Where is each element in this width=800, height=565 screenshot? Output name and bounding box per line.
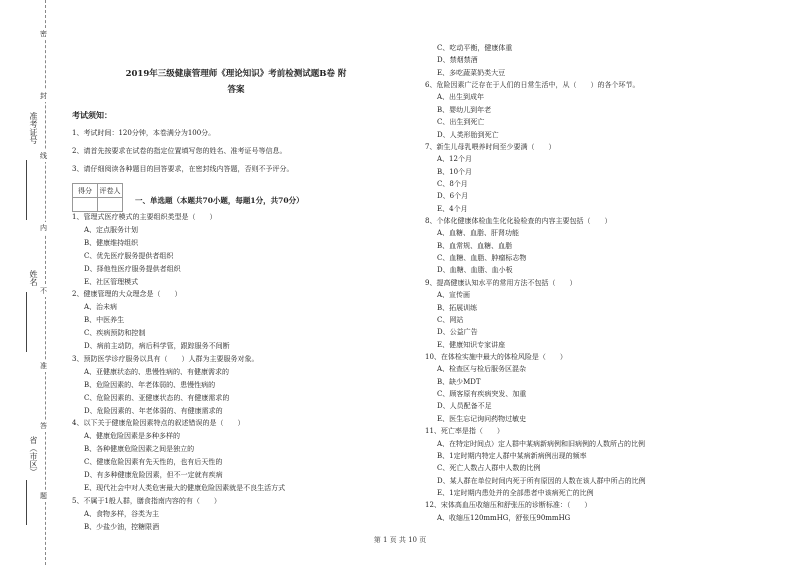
seal-mark: 不 (40, 287, 47, 295)
answer-option: C、血糖、血脂、肿瘤标志物 (437, 254, 527, 263)
answer-option: B、婴幼儿到年老 (437, 105, 492, 114)
question-stem: 9、提高健康认知水平的常用方法不包括（ ） (425, 278, 577, 287)
answer-option: D、某人群在单位时间内死于所有原因的人数在该人群中所占的比例 (437, 476, 646, 485)
page-footer: 第 1 页 共 10 页 (373, 536, 427, 544)
question-stem: 7、新生儿母乳喂养时间至少要满（ ） (425, 142, 556, 151)
seal-mark: 密 (40, 30, 47, 38)
answer-option: A、在特定时间点）定人群中某病新病例和旧病例的人数所占的比例 (437, 439, 646, 448)
seal-mark: 内 (40, 224, 47, 232)
note-item: 1、考试时间：120分钟，本卷满分为100分。 (72, 129, 216, 137)
answer-option: C、8个月 (437, 179, 468, 188)
answer-option: D、择他性医疗服务提供者组织 (84, 264, 181, 273)
question-stem: 3、预防医学诊疗服务以具有（ ）人群为主要服务对象。 (72, 354, 259, 363)
answer-option: E、多吃蔬菜奶类大豆 (437, 68, 506, 77)
answer-option: C、网站 (437, 315, 464, 324)
question-stem: 12、宋体高血压收缩压和舒张压的诊断标准：（ ） (425, 501, 592, 510)
province-label: 省（市区） (29, 436, 38, 476)
note-item: 3、请仔细阅读各种题目的回答要求，在密封线内答题，否则不予评分。 (72, 165, 294, 173)
seal-mark: 题 (40, 492, 47, 500)
exam-number-label: 准考证号 (29, 112, 38, 144)
answer-option: A、收缩压120mmHG，舒张压90mmHG (437, 513, 571, 522)
answer-option: A、宣传画 (437, 291, 471, 300)
exam-number-blank (26, 160, 27, 220)
section-heading: 一、单选题（本题共70小题，每题1分，共70分） (135, 196, 304, 205)
question-stem: 6、危险因素广泛存在于人们的日常生活中，从（ ）的各个环节。 (425, 81, 640, 90)
answer-option: B、拓展训练 (437, 303, 478, 312)
answer-option: C、出生到死亡 (437, 118, 485, 127)
note-item: 2、请首先按要求在试卷的指定位置填写您的姓名、准考证号等信息。 (72, 147, 287, 155)
answer-option: B、10个月 (437, 167, 473, 176)
question-stem: 5、不属于1般人群，膳食指南内容的有（ ） (72, 496, 221, 505)
question-stem: 10、在体检实施中最大的体检风险是（ ） (425, 353, 567, 361)
question-stem: 4、以下关于健康危险因素特点的叙述错误的是（ ） (72, 419, 245, 428)
answer-option: E、医生忘记询问药物过敏史 (437, 414, 527, 423)
answer-option: B、少盐少油，控糖限酒 (84, 522, 160, 531)
seal-mark: 封 (40, 92, 47, 100)
answer-option: D、公益广告 (437, 328, 478, 337)
answer-option: A、食物多样，谷类为主 (84, 509, 160, 518)
answer-option: D、危险因素的、年老体弱的、有健康需求的 (84, 406, 223, 415)
answer-option: E、健康知识专家讲座 (437, 340, 506, 349)
answer-option: E、现代社会中对人类危害最大的健康危险因素就是不良生活方式 (84, 483, 286, 492)
score-cell (73, 198, 98, 212)
answer-option: B、健康维持组织 (84, 238, 139, 247)
answer-option: A、治未病 (84, 303, 118, 312)
answer-option: A、定点服务计划 (84, 225, 139, 234)
seal-mark: 准 (40, 362, 47, 370)
question-stem: 11、死亡率是指（ ） (425, 427, 504, 436)
question-stem: 2、健康管理的大众理念是（ ） (72, 290, 182, 299)
answer-option: B、中医养生 (84, 316, 125, 325)
answer-option: D、人类形胎到死亡 (437, 130, 499, 139)
answer-option: C、危险因素的、亚健康状态的、有健康需求的 (84, 393, 230, 402)
province-blank (26, 480, 27, 525)
grader-label: 评卷人 (98, 184, 123, 198)
answer-option: C、优先医疗服务提供者组织 (84, 251, 174, 260)
answer-option: C、疾病预防和控制 (84, 329, 146, 338)
answer-option: C、死亡人数占人群中人数的比例 (437, 464, 541, 473)
name-label: 姓名 (29, 270, 38, 286)
answer-option: B、1定时期内特定人群中某病新病例出现的频率 (437, 451, 587, 460)
answer-option: D、病前主动防，病后科学管，跟踪服务不间断 (84, 342, 230, 350)
answer-option: A、出生到成年 (437, 93, 485, 102)
score-box (72, 183, 123, 212)
answer-option: D、禁烟禁酒 (437, 56, 478, 65)
answer-option: D、6个月 (437, 192, 469, 201)
answer-option: D、有多种健康危险因素，但不一定就有疾病 (84, 471, 223, 479)
exam-title (100, 66, 372, 98)
question-stem: 1、管理式医疗模式的主要组织类型是（ ） (72, 213, 217, 221)
binding-margin (0, 0, 60, 565)
notes-heading: 考试须知： (72, 110, 112, 120)
answer-option: C、顾客原有疾病突发、加重 (437, 390, 527, 399)
score-label: 得分 (73, 184, 98, 198)
answer-option: D、人员配备不足 (437, 402, 492, 411)
answer-option: E、4个月 (437, 204, 468, 213)
answer-option: A、健康危险因素是多种多样的 (84, 432, 181, 441)
title-line-2: 答案 (227, 85, 245, 95)
answer-option: A、12个月 (437, 155, 472, 164)
question-stem: 8、个体化健康体检血生化化验检查的内容主要包括（ ） (425, 217, 612, 226)
answer-option: B、各种健康危险因素之间是独立的 (84, 445, 195, 454)
title-line-1: 2019年三级健康管理师《理论知识》考前检测试题B卷 附 (125, 69, 347, 79)
answer-option: D、血糖、血脂、血小板 (437, 266, 513, 275)
answer-option: B、血常规、血糖、血脂 (437, 241, 513, 250)
answer-option: A、亚健康状态的、患慢性病的、有健康需求的 (84, 367, 230, 376)
name-blank (26, 292, 27, 352)
seal-mark: 线 (40, 152, 47, 160)
grader-cell (98, 198, 123, 212)
answer-option: E、1定时期内患处并的全部患者中该病死亡的比例 (437, 488, 594, 497)
answer-option: A、血糖、血脂、肝肾功能 (437, 229, 520, 238)
seal-mark: 答 (40, 422, 47, 430)
answer-option: B、危险因素的、年老体弱的、患慢性病的 (84, 380, 216, 389)
answer-option: C、健康危险因素有先天性的，也有后天性的 (84, 458, 223, 467)
answer-option: C、吃动平衡，健康体重 (437, 44, 513, 52)
answer-option: A、检查区与检后服务区混杂 (437, 365, 527, 374)
seal-line (45, 0, 46, 565)
answer-option: B、缺少MDT (437, 377, 481, 386)
answer-option: E、社区管理模式 (84, 277, 139, 286)
